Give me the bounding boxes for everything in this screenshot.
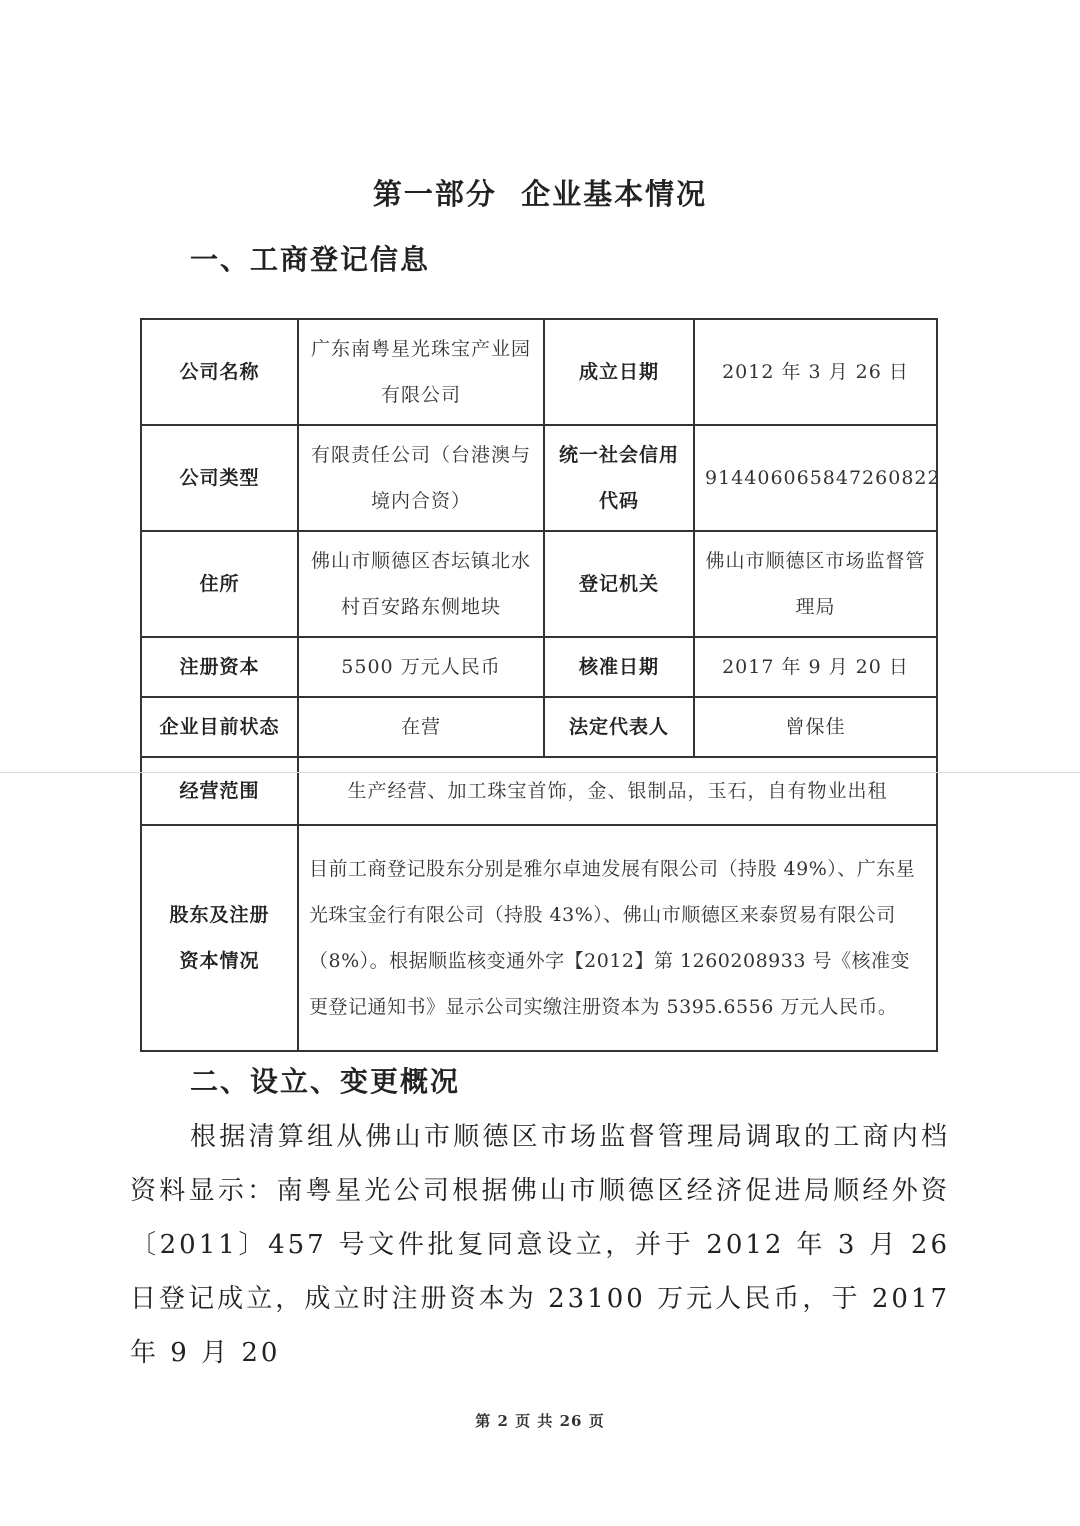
scan-artifact-line (0, 772, 1080, 773)
scope-value: 生产经营、加工珠宝首饰，金、银制品，玉石，自有物业出租 (298, 757, 937, 825)
authority-label: 登记机关 (544, 531, 694, 637)
approval-date-label: 核准日期 (544, 637, 694, 697)
address-label: 住所 (141, 531, 298, 637)
status-label: 企业目前状态 (141, 697, 298, 757)
company-type-label: 公司类型 (141, 425, 298, 531)
section-heading-registration: 一、工商登记信息 (190, 243, 431, 276)
table-row (141, 531, 937, 637)
authority-value: 佛山市顺德区市场监督管理局 (694, 531, 937, 637)
table-row (141, 697, 937, 757)
registration-table (140, 318, 941, 1052)
established-date-value: 2012 年 3 月 26 日 (694, 319, 937, 425)
table-row (141, 757, 937, 825)
approval-date-value: 2017 年 9 月 20 日 (694, 637, 937, 697)
shareholders-label: 股东及注册资本情况 (141, 825, 298, 1051)
credit-code-label: 统一社会信用代码 (544, 425, 694, 531)
legal-rep-value: 曾保佳 (694, 697, 937, 757)
page-title: 第一部分 企业基本情况 (372, 177, 708, 211)
table-row (141, 319, 937, 425)
table-row (141, 825, 937, 1051)
company-name-label: 公司名称 (141, 319, 298, 425)
address-value: 佛山市顺德区杏坛镇北水村百安路东侧地块 (298, 531, 544, 637)
capital-value: 5500 万元人民币 (298, 637, 544, 697)
status-value: 在营 (298, 697, 544, 757)
section-heading-establishment: 二、设立、变更概况 (190, 1065, 461, 1098)
credit-code-value: 914406065847260822 (694, 425, 937, 531)
company-type-value: 有限责任公司（台港澳与境内合资） (298, 425, 544, 531)
capital-label: 注册资本 (141, 637, 298, 697)
established-date-label: 成立日期 (544, 319, 694, 425)
page-number-footer: 第 2 页 共 26 页 (475, 1412, 605, 1430)
scope-label: 经营范围 (141, 757, 298, 825)
table-row (141, 637, 937, 697)
company-name-value: 广东南粤星光珠宝产业园有限公司 (298, 319, 544, 425)
shareholders-value: 目前工商登记股东分别是雅尔卓迪发展有限公司（持股 49%）、广东星光珠宝金行有限公司（持股 43%）、佛山市顺德区来泰贸易有限公司（8%）。根据顺监核变通外字【2012】第 1260208933 号《核准变更登记通知书》显示公司实缴注册资本为 5395.6556 万元人民币。 (298, 825, 937, 1051)
table-row (141, 425, 937, 531)
body-paragraph: 根据清算组从佛山市顺德区市场监督管理局调取的工商内档资料显示：南粤星光公司根据佛山市顺德区经济促进局顺经外资〔2011〕457 号文件批复同意设立，并于 2012 年 3 月 26 日登记成立，成立时注册资本为 23100 万元人民币，于 2017 年 9 月 20 (130, 1122, 950, 1368)
legal-rep-label: 法定代表人 (544, 697, 694, 757)
